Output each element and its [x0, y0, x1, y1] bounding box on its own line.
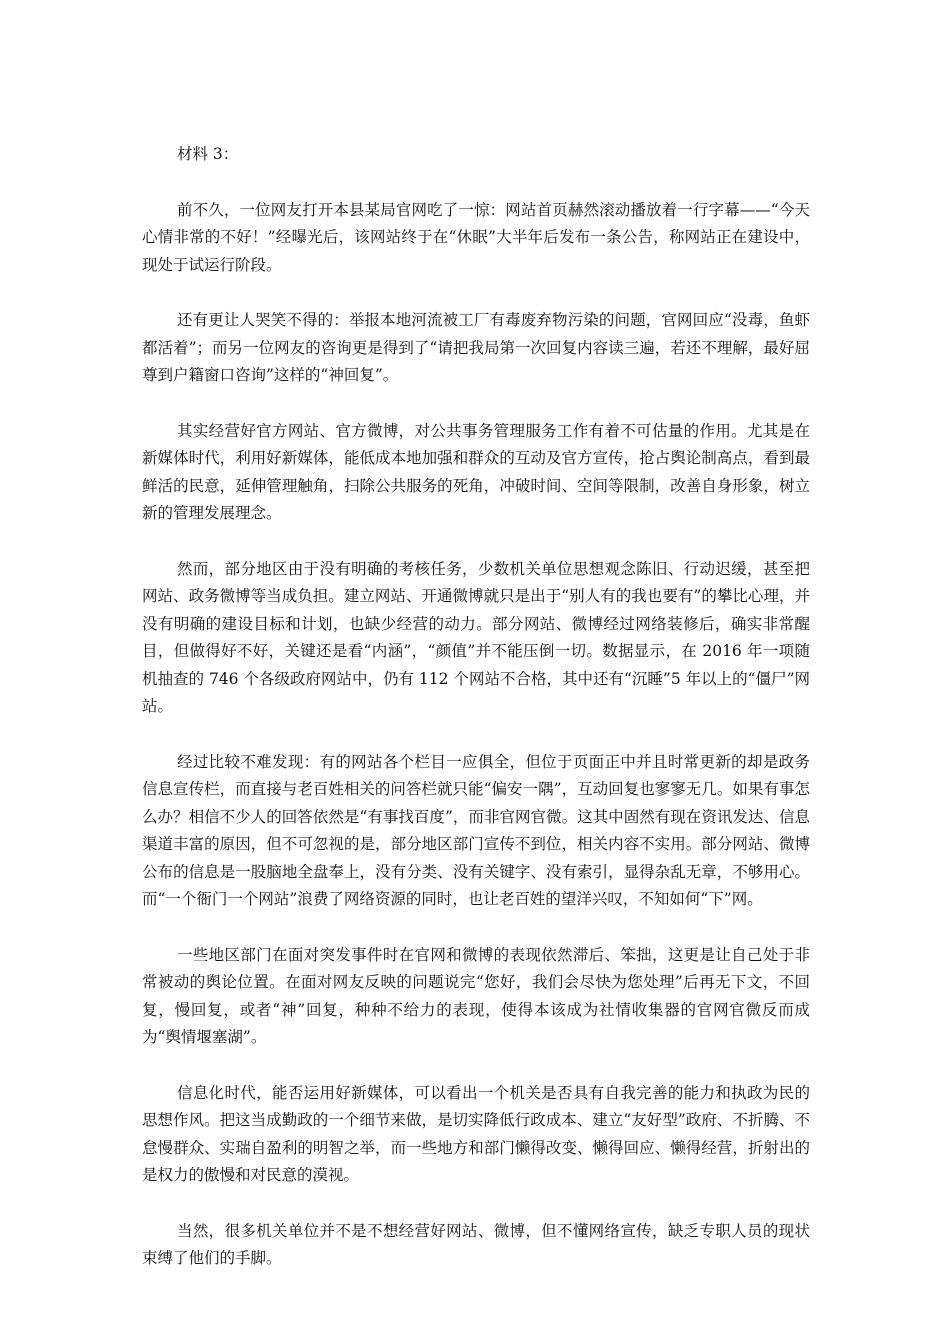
paragraph: 其实经营好官方网站、官方微博，对公共事务管理服务工作有着不可估量的作用。尤其是在新媒体时代，利用好新媒体，能低成本地加强和群众的互动及官方宣传，抢占舆论制高点，看到最鲜活的民意，延伸管理触角，扫除公共服务的死角，冲破时间、空间等限制，改善自身形象，树立新的管理发展理念。: [142, 421, 810, 522]
paragraph: 经过比较不难发现：有的网站各个栏目一应俱全，但位于页面正中并且时常更新的却是政务信息宣传栏，而直接与老百姓相关的问答栏就只能“偏安一隅”，互动回复也寥寥无几。如果有事怎么办？相信不少人的回答依然是“有事找百度”，而非官网官微。这其中固然有现在资讯发达、信息渠道丰富的原因，但不可忽视的是，部分地区部门宣传不到位，相关内容不实用。部分网站、微博公布的信息是一股脑地全盘奉上，没有分类、没有关键字、没有索引，显得杂乱无章，不够用心。而“一个衙门一个网站”浪费了网络资源的同时，也让老百姓的望洋兴叹，不知如何“下”网。: [142, 752, 810, 908]
paragraph: 信息化时代，能否运用好新媒体，可以看出一个机关是否具有自我完善的能力和执政为民的思想作风。把这当成勤政的一个细节来做，是切实降低行政成本、建立“友好型”政府、不折腾、不怠慢群众、实瑞自盈利的明智之举，而一些地方和部门懒得改变、懒得回应、懒得经营，折射出的是权力的傲慢和对民意的漠视。: [142, 1083, 810, 1184]
document-page: [142, 141, 810, 1301]
material-heading: 材料 3：: [177, 145, 239, 163]
paragraph: 然而，部分地区由于没有明确的考核任务，少数机关单位思想观念陈旧、行动迟缓，甚至把网站、政务微博等当成负担。建立网站、开通微博就只是出于“别人有的我也要有”的攀比心理，并没有明确的建设目标和计划，也缺少经营的动力。部分网站、微博经过网络装修后，确实非常醒目，但做得好不好，关键还是看“内涵”，“颜值”并不能压倒一切。数据显示，在 2016 年一项随机抽查的 746 个各级政府网站中，仍有 112 个网站不合格，其中还有“沉睡”5 年以上的“僵尸”网站。: [142, 559, 810, 715]
paragraph: 还有更让人哭笑不得的：举报本地河流被工厂有毒废弃物污染的问题，官网回应“没毒，鱼虾都活着”；而另一位网友的咨询更是得到了“请把我局第一次回复内容读三遍，若还不理解，最好屈尊到户籍窗口咨询”这样的“神回复”。: [142, 311, 810, 384]
paragraph: 一些地区部门在面对突发事件时在官网和微博的表现依然滞后、笨拙，这更是让自己处于非常被动的舆论位置。在面对网友反映的问题说完“您好，我们会尽快为您处理”后再无下文，不回复，慢回复，或者“神”回复，种种不给力的表现，使得本该成为社情收集器的官网官微反而成为“舆情堰塞湖”。: [142, 945, 810, 1046]
paragraph: 前不久，一位网友打开本县某局官网吃了一惊：网站首页赫然滚动播放着一行字幕——“今天心情非常的不好！”经曝光后，该网站终于在“休眠”大半年后发布一条公告，称网站正在建设中，现处于试运行阶段。: [142, 200, 810, 274]
paragraph: 当然，很多机关单位并不是不想经营好网站、微博，但不懂网络宣传，缺乏专职人员的现状束缚了他们的手脚。: [142, 1221, 810, 1267]
